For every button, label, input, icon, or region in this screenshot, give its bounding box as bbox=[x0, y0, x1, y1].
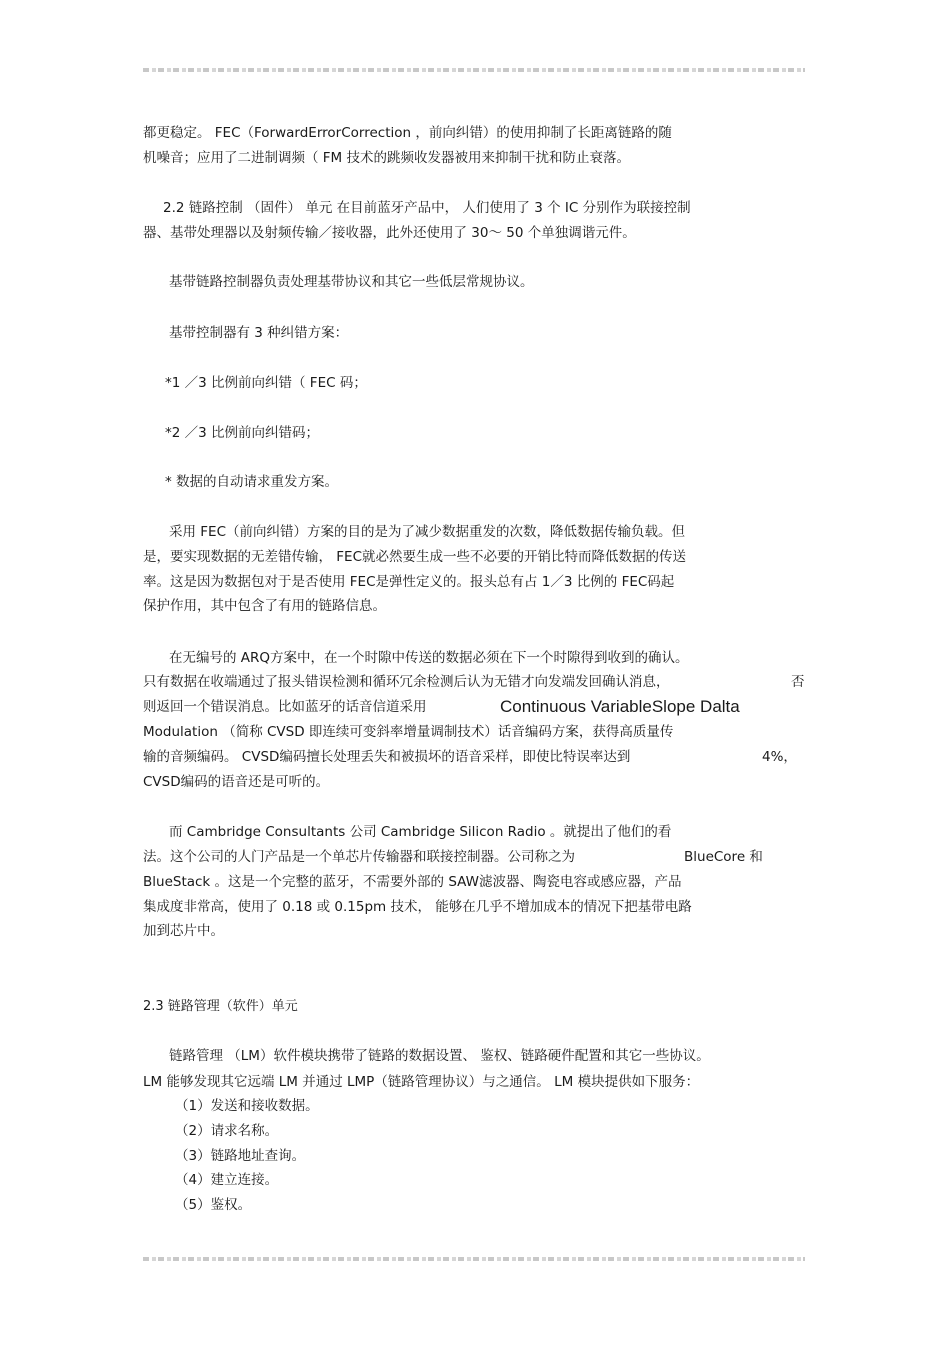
text-line: Continuous VariableSlope Dalta bbox=[500, 697, 740, 716]
text-line: 器、基带处理器以及射频传输／接收器，此外还使用了 30～ 50 个单独调谐元件。 bbox=[143, 225, 636, 241]
text-line: 基带链路控制器负责处理基带协议和其它一些低层常规协议。 bbox=[169, 274, 534, 290]
text-line: 4%， bbox=[762, 749, 797, 765]
text-line: 否 bbox=[791, 674, 805, 690]
text-line: 基带控制器有 3 种纠错方案： bbox=[169, 325, 349, 341]
text-line: CVSD编码的语音还是可听的。 bbox=[143, 774, 330, 790]
text-line: BlueStack 。这是一个完整的蓝牙，不需要外部的 SAW滤波器、陶瓷电容或感应器，产品 bbox=[143, 874, 682, 890]
list-item: *1 ／3 比例前向纠错（ FEC 码； bbox=[165, 375, 367, 391]
list-item: * 数据的自动请求重发方案。 bbox=[165, 474, 339, 490]
text-line: 都更稳定。 FEC（ForwardErrorCorrection ，前向纠错）的使用抑制了长距离链路的随 bbox=[143, 125, 672, 141]
section-heading-2-2: 2.2 链路控制 （固件） 单元 在目前蓝牙产品中， 人们使用了 3 个 IC 分别作为联接控制 bbox=[163, 200, 691, 216]
page-header-rule bbox=[143, 68, 805, 72]
text-line: 只有数据在收端通过了报头错误检测和循环冗余检测后认为无错才向发端发回确认消息， bbox=[143, 674, 670, 690]
text-line: 机噪音；应用了二进制调频（ FM 技术的跳频收发器被用来抑制干扰和防止衰落。 bbox=[143, 150, 630, 166]
text-line: 加到芯片中。 bbox=[143, 923, 224, 939]
text-line: BlueCore 和 bbox=[684, 849, 763, 865]
list-item: （1）发送和接收数据。 bbox=[175, 1098, 319, 1114]
text-line: 采用 FEC（前向纠错）方案的目的是为了减少数据重发的次数，降低数据传输负载。但 bbox=[169, 524, 686, 540]
text-line: 法。这个公司的人门产品是一个单芯片传输器和联接控制器。公司称之为 bbox=[143, 849, 575, 865]
text-line: LM 能够发现其它远端 LM 并通过 LMP（链路管理协议）与之通信。 LM 模块提供如下服务： bbox=[143, 1074, 700, 1090]
section-heading-2-3: 2.3 链路管理（软件）单元 bbox=[143, 999, 298, 1014]
text-line: 在无编号的 ARQ方案中，在一个时隙中传送的数据必须在下一个时隙得到收到的确认。 bbox=[169, 650, 689, 666]
text-line: 链路管理 （LM）软件模块携带了链路的数据设置、 鉴权、链路硬件配置和其它一些协议。 bbox=[169, 1048, 710, 1064]
page-footer-rule bbox=[143, 1257, 805, 1261]
list-item: （5）鉴权。 bbox=[175, 1197, 252, 1213]
text-line: 保护作用，其中包含了有用的链路信息。 bbox=[143, 598, 386, 614]
list-item: （3）链路地址查询。 bbox=[175, 1148, 306, 1164]
text-line: Modulation （简称 CVSD 即连续可变斜率增量调制技术）话音编码方案，获得高质量传 bbox=[143, 724, 674, 740]
list-item: （4）建立连接。 bbox=[175, 1172, 279, 1188]
text-line: 是，要实现数据的无差错传输， FEC就必然要生成一些不必要的开销比特而降低数据的传送 bbox=[143, 549, 687, 565]
text-line: 则返回一个错误消息。比如蓝牙的话音信道采用 bbox=[143, 699, 427, 715]
list-item: （2）请求名称。 bbox=[175, 1123, 279, 1139]
text-line: 输的音频编码。 CVSD编码擅长处理丢失和被损坏的语音采样，即使比特误率达到 bbox=[143, 749, 631, 765]
list-item: *2 ／3 比例前向纠错码； bbox=[165, 425, 320, 441]
text-line: 集成度非常高，使用了 0.18 或 0.15pm 技术， 能够在几乎不增加成本的情况下把基带电路 bbox=[143, 899, 692, 915]
text-line: 率。这是因为数据包对于是否使用 FEC是弹性定义的。报头总有占 1／3 比例的 FEC码起 bbox=[143, 574, 675, 590]
text-line: 而 Cambridge Consultants 公司 Cambridge Silicon Radio 。就提出了他们的看 bbox=[169, 824, 672, 840]
